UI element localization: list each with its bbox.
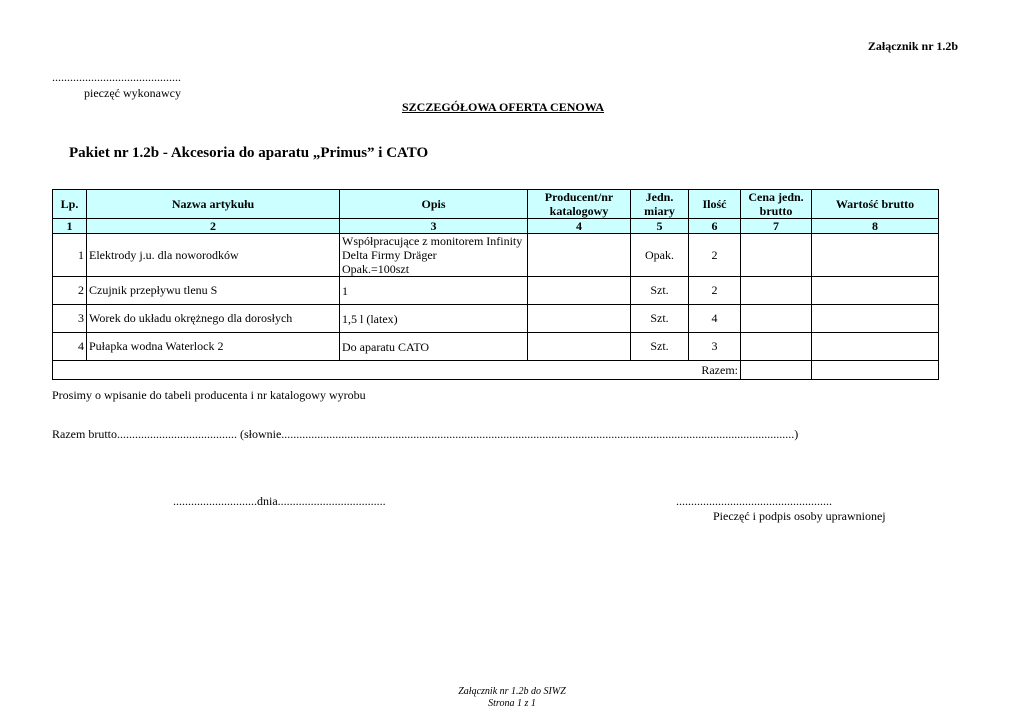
desc-line: 1,5 l (latex) <box>342 311 398 326</box>
col-number: 6 <box>689 219 741 234</box>
cell-value[interactable] <box>812 277 939 305</box>
cell-desc <box>340 277 528 305</box>
col-number: 1 <box>53 219 87 234</box>
footer-attachment: Załącznik nr 1.2b do SIWZ <box>458 686 566 697</box>
cell-lp: 3 <box>53 305 87 333</box>
attachment-label: Załącznik nr 1.2b <box>867 39 958 53</box>
desc-line: Delta Firmy Dräger <box>342 248 437 262</box>
sum-label: Razem: <box>53 361 741 380</box>
sum-price-cell[interactable] <box>741 361 812 380</box>
cell-price[interactable] <box>741 333 812 361</box>
cell-producer[interactable] <box>528 234 631 277</box>
header-desc: Opis <box>340 190 528 219</box>
col-number: 8 <box>812 219 939 234</box>
cell-price[interactable] <box>741 305 812 333</box>
cell-qty: 2 <box>689 234 741 277</box>
cell-value[interactable] <box>812 305 939 333</box>
cell-lp: 2 <box>53 277 87 305</box>
cell-desc <box>340 305 528 333</box>
table-row <box>53 333 939 361</box>
desc-line: Do aparatu CATO <box>342 339 430 354</box>
cell-desc <box>340 234 528 277</box>
cell-value[interactable] <box>812 333 939 361</box>
header-lp: Lp. <box>53 190 87 219</box>
desc-line: 1 <box>342 283 348 298</box>
header-unit: Jedn. miary <box>631 190 689 219</box>
stamp-label: pieczęć wykonawcy <box>84 86 181 100</box>
table-header-row <box>53 190 939 219</box>
header-value: Wartość brutto <box>812 190 939 219</box>
sum-row <box>53 361 939 380</box>
cell-producer[interactable] <box>528 333 631 361</box>
desc-line: Opak.=100szt <box>342 262 410 276</box>
table-number-row <box>53 219 939 234</box>
header-price: Cena jedn. brutto <box>741 190 812 219</box>
cell-value[interactable] <box>812 234 939 277</box>
desc-line: Współpracujące z monitorem Infinity <box>342 234 523 248</box>
cell-unit: Opak. <box>631 234 689 277</box>
header-name: Nazwa artykułu <box>87 190 340 219</box>
cell-qty: 4 <box>689 305 741 333</box>
cell-name: Worek do układu okrężnego dla dorosłych <box>87 305 340 333</box>
cell-desc <box>340 333 528 361</box>
signature-dots: .................................................... <box>676 494 832 508</box>
cell-price[interactable] <box>741 234 812 277</box>
cell-price[interactable] <box>741 277 812 305</box>
col-number: 4 <box>528 219 631 234</box>
date-line: ............................dnia.................................... <box>173 494 386 508</box>
stamp-dots: ........................................... <box>52 70 181 84</box>
table-row <box>53 277 939 305</box>
sum-value-cell[interactable] <box>812 361 939 380</box>
cell-unit: Szt. <box>631 277 689 305</box>
header-producer: Producent/nr katalogowy <box>528 190 631 219</box>
cell-lp: 4 <box>53 333 87 361</box>
cell-qty: 2 <box>689 277 741 305</box>
cell-qty: 3 <box>689 333 741 361</box>
col-number: 7 <box>741 219 812 234</box>
cell-name: Czujnik przepływu tlenu S <box>87 277 340 305</box>
gross-total-line: Razem brutto........................................ (słownie...........................................................................................................................................................................) <box>52 427 799 441</box>
request-note: Prosimy o wpisanie do tabeli producenta i nr katalogowy wyrobu <box>52 388 366 402</box>
col-number: 2 <box>87 219 340 234</box>
cell-unit: Szt. <box>631 333 689 361</box>
cell-producer[interactable] <box>528 305 631 333</box>
cell-unit: Szt. <box>631 305 689 333</box>
footer-page: Strona 1 z 1 <box>488 698 536 709</box>
table-row <box>53 234 939 277</box>
price-table <box>52 189 939 380</box>
cell-lp: 1 <box>53 234 87 277</box>
signature-label: Pieczęć i podpis osoby uprawnionej <box>713 509 886 523</box>
header-qty: Ilość <box>689 190 741 219</box>
table-row <box>53 305 939 333</box>
col-number: 3 <box>340 219 528 234</box>
col-number: 5 <box>631 219 689 234</box>
cell-name: Elektrody j.u. dla noworodków <box>87 234 340 277</box>
package-title: Pakiet nr 1.2b - Akcesoria do aparatu „Primus” i CATO <box>69 145 429 161</box>
offer-title: SZCZEGÓŁOWA OFERTA CENOWA <box>402 100 605 114</box>
cell-producer[interactable] <box>528 277 631 305</box>
cell-name: Pułapka wodna Waterlock 2 <box>87 333 340 361</box>
